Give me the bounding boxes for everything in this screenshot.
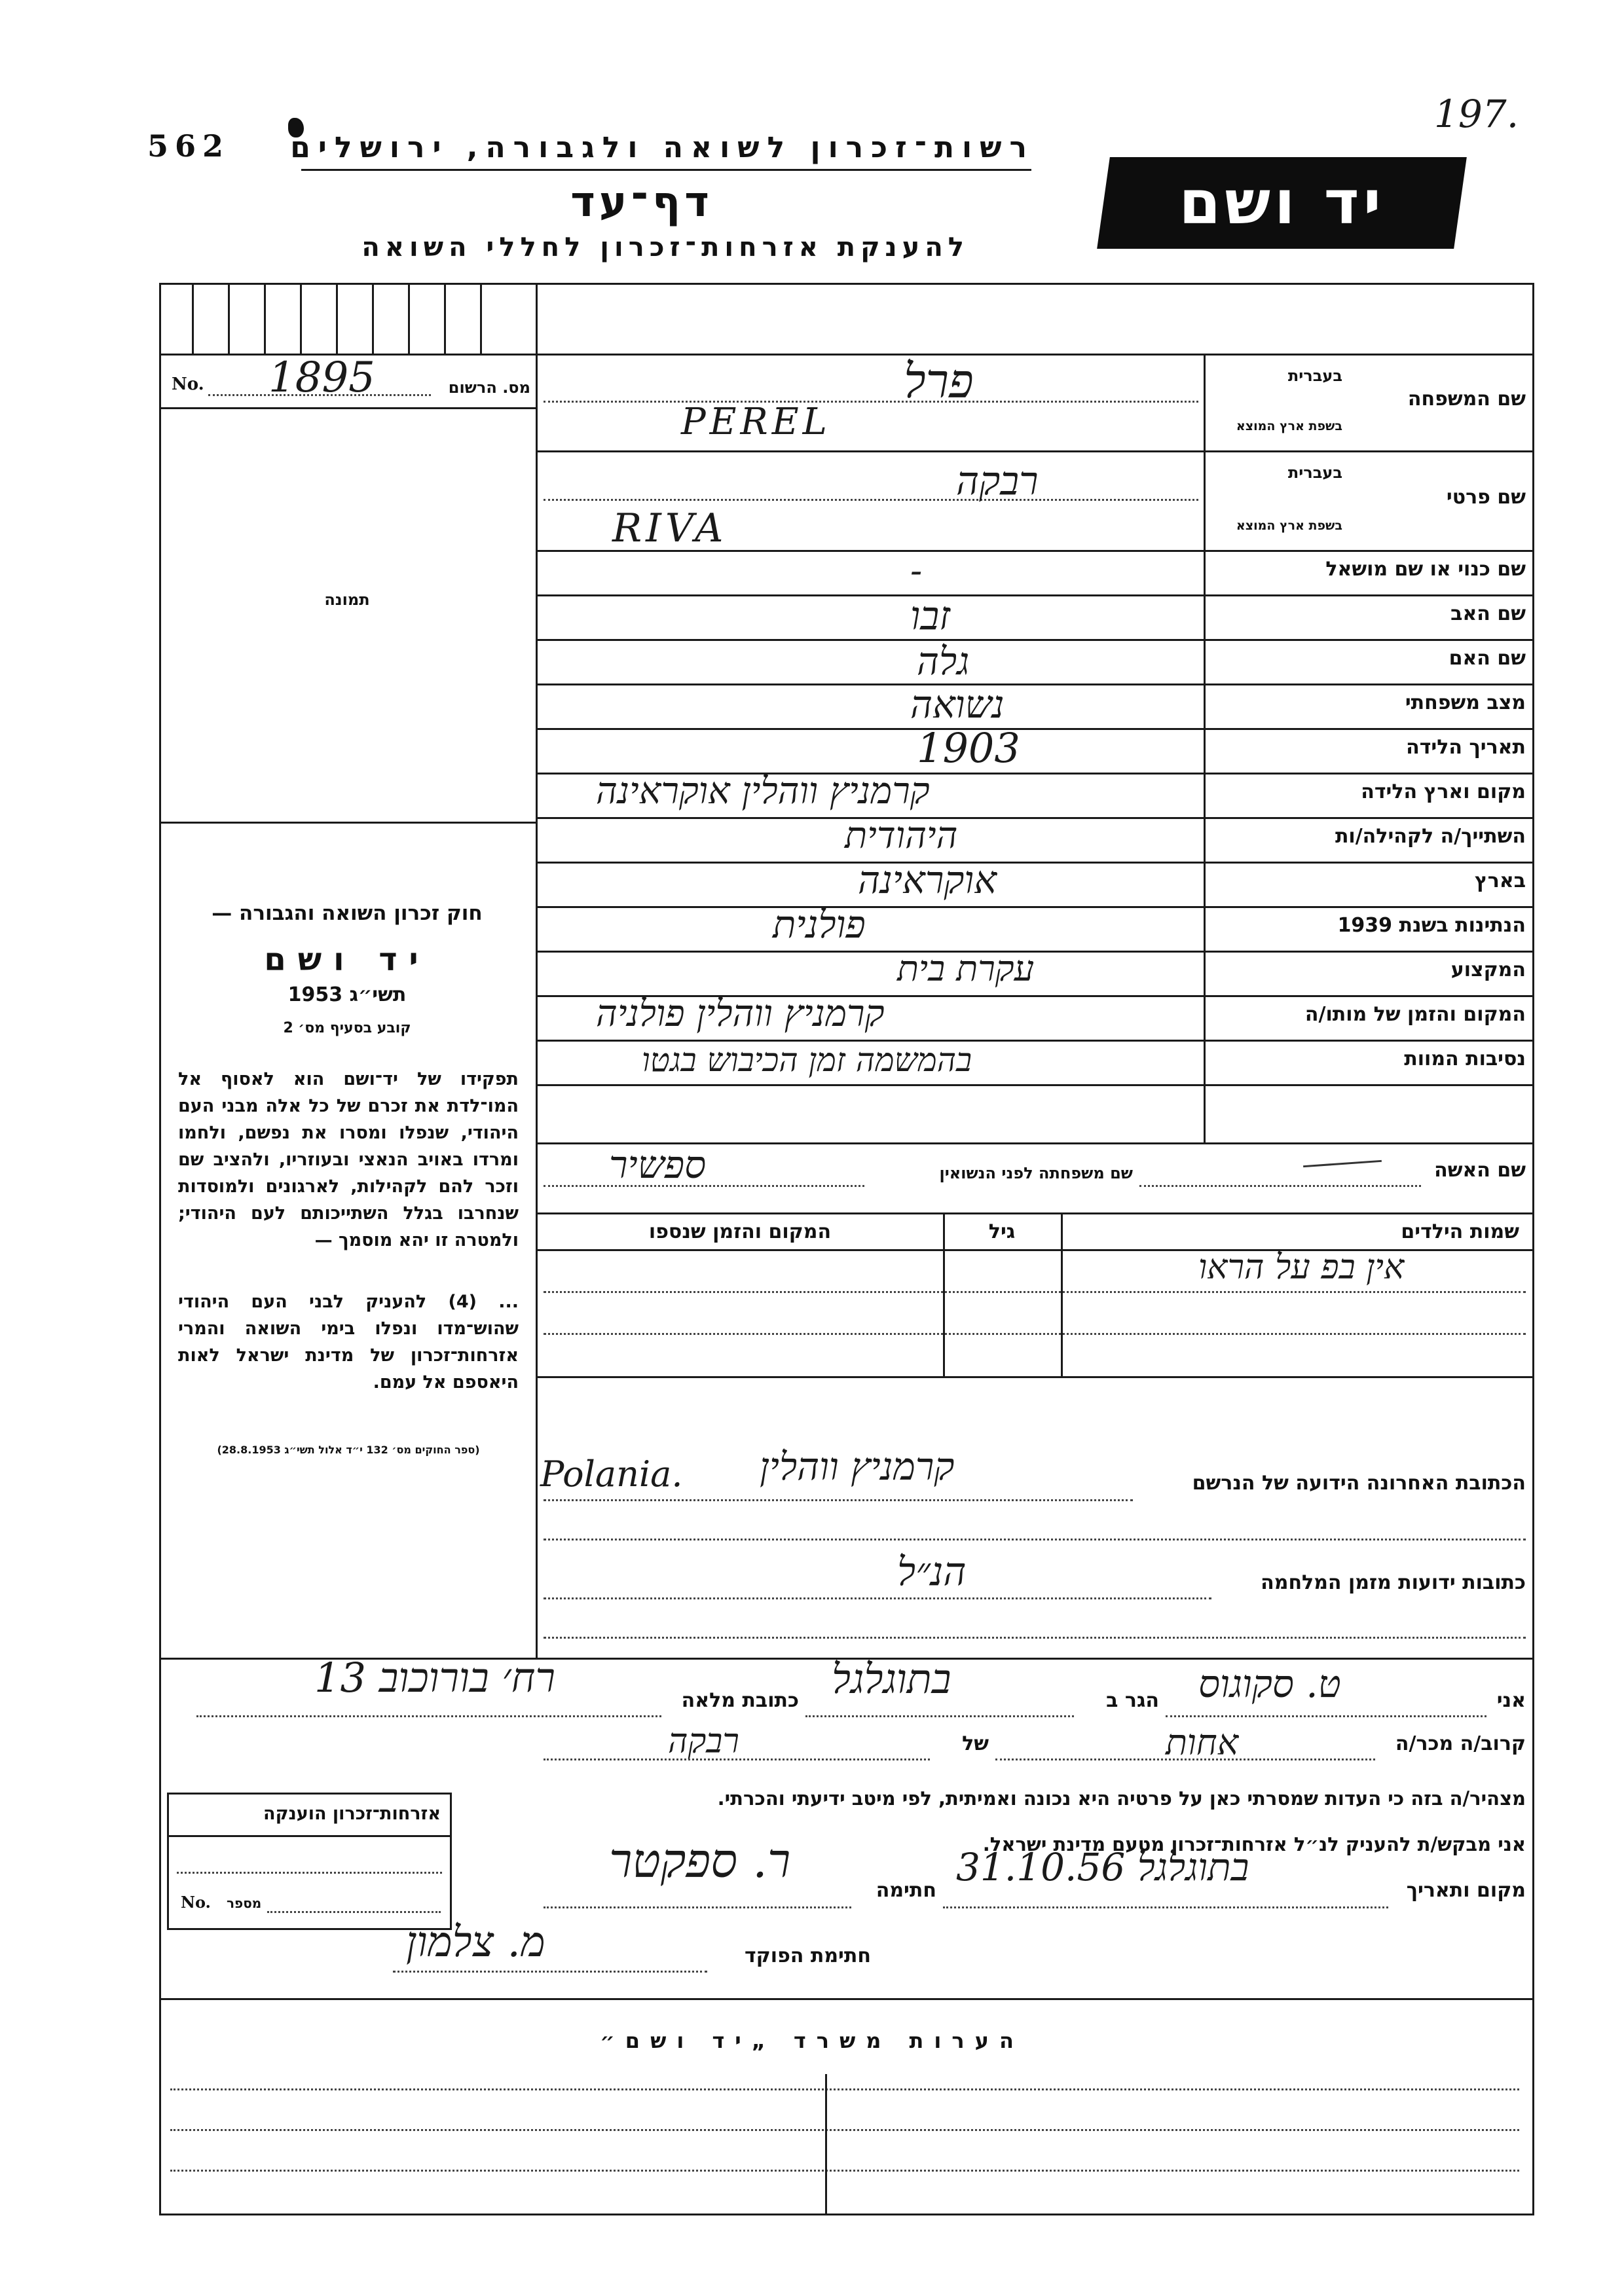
wartime-address-line-2	[544, 1637, 1526, 1639]
last-address-latin-value: Polania.	[540, 1453, 683, 1495]
spouse-dash-mark	[1303, 1160, 1382, 1167]
children-col-divider	[1061, 1212, 1063, 1376]
row-line	[536, 594, 1534, 596]
photo-label: תמונה	[324, 591, 370, 609]
full-address-line	[196, 1715, 661, 1717]
first-name-origin-value: RIVA	[612, 505, 728, 551]
family-name-label: שם המשפחה	[1407, 388, 1526, 410]
last-address-hebrew-value: קרמניץ ווהלין	[760, 1444, 955, 1489]
of-label: של	[962, 1732, 989, 1755]
id-box-divider	[408, 283, 410, 355]
father-name-label: שם האב	[1450, 602, 1526, 625]
grant-box-title-line	[169, 1835, 451, 1837]
place-date-line	[943, 1906, 1388, 1908]
children-header-place: המקום והזמן שנספו	[648, 1220, 832, 1243]
officer-signature-label: חתימת הפוקד	[745, 1944, 871, 1967]
place-date-value: בתוגלגל 31.10.56	[956, 1845, 1249, 1889]
logo-text: יד ושם	[1179, 168, 1385, 238]
id-box-divider	[228, 283, 230, 355]
profession-label: המקצוע	[1450, 958, 1526, 981]
row-line	[536, 817, 1534, 819]
death-place-value: קרמניץ ווהלין פולניה	[596, 993, 885, 1035]
family-name-origin-value: PEREL	[681, 401, 831, 443]
family-name-hebrew-label: בעברית	[1287, 367, 1342, 385]
grant-box-line	[177, 1872, 442, 1874]
relation-label: קרוב/ה מכר/ה	[1395, 1732, 1526, 1755]
id-box-divider	[372, 283, 374, 355]
first-name-hebrew-label: בעברית	[1287, 464, 1342, 482]
children-col-divider	[943, 1212, 945, 1376]
relation-value: אחות	[1166, 1722, 1239, 1763]
father-name-value: זבו	[910, 593, 950, 639]
grant-box-no-prefix: No.	[181, 1893, 211, 1912]
frame-left	[159, 283, 161, 2215]
form-number: 562	[147, 128, 231, 164]
id-box-divider	[480, 283, 482, 355]
country-value: אוקראינה	[858, 858, 997, 902]
birth-date-label: תאריך הלידה	[1406, 736, 1526, 759]
grant-box-title: אזרחות־זכרון הוענקה	[263, 1804, 441, 1824]
residing-label: הגר ב	[1106, 1689, 1159, 1712]
form-title: דף־עד	[570, 178, 713, 227]
family-name-sub-line	[544, 401, 1198, 403]
children-header-age: גיל	[988, 1220, 1016, 1243]
signature-label: חתימה	[876, 1879, 936, 1902]
row-line	[536, 1084, 1534, 1086]
mother-name-label: שם האם	[1449, 647, 1526, 670]
row-line	[536, 951, 1534, 953]
office-notes-divider	[825, 2074, 827, 2214]
office-notes-line	[170, 2170, 1519, 2172]
grant-box	[167, 1793, 452, 1930]
row-line	[536, 728, 1534, 730]
signature-value: ר. ספקטר	[609, 1833, 791, 1888]
law-name: יד ושם	[264, 941, 430, 978]
authority-line: רשות־זכרון לשואה ולגבורה, ירושלים	[290, 131, 1035, 164]
registration-label: מס. הרשום	[448, 378, 530, 397]
death-place-label: המקום והזמן של מותו/ה	[1304, 1003, 1526, 1026]
row-line	[536, 354, 1534, 355]
spouse-label: שם האשה	[1434, 1159, 1526, 1182]
wartime-address-value: הנ״ל	[897, 1549, 967, 1595]
place-date-label: מקום ותאריך	[1406, 1879, 1526, 1902]
wartime-address-line	[544, 1597, 1211, 1599]
id-box-divider	[264, 283, 266, 355]
wartime-address-label: כתובות ידועות מזמן המלחמה	[1261, 1571, 1526, 1594]
office-notes-line	[170, 2088, 1519, 2090]
death-circumstances-value: בהמשמה זמן הכיבוש בגטו	[642, 1041, 972, 1079]
id-box-divider	[336, 283, 338, 355]
first-name-label: שם פרטי	[1446, 486, 1526, 509]
page-number-top-right: 197.	[1434, 92, 1519, 136]
declaration-line-1: מצהיר/ה בזה כי העדות שמסרתי כאן על פרטיה היא נכונה ואמיתית, לפי מיטב ידיעתי והכרתי.	[717, 1787, 1526, 1810]
citizenship-label: הנתינות בשנת 1939	[1337, 914, 1526, 937]
form-subtitle: להענקת אזרחות־זכרון לחללי השואה	[361, 232, 969, 263]
citizenship-value: פולנית	[773, 902, 866, 947]
marital-status-label: מצב משפחתי	[1405, 691, 1526, 714]
nickname-label: שם כנוי או שם מושאל	[1325, 558, 1526, 581]
row-line	[536, 906, 1534, 908]
law-title: חוק זכרון השואה והגבורה —	[212, 902, 483, 925]
office-notes-line	[170, 2129, 1519, 2131]
law-year: תשי״ג 1953	[287, 983, 407, 1006]
children-row-line	[544, 1333, 1526, 1335]
row-line	[536, 683, 1534, 685]
country-label: בארץ	[1474, 869, 1526, 892]
first-name-origin-label: בשפת ארץ המוצא	[1236, 519, 1342, 533]
residing-line	[805, 1715, 1074, 1717]
family-name-origin-label: בשפת ארץ המוצא	[1236, 419, 1342, 433]
declarant-name-value: ט. סקוגוס	[1198, 1662, 1341, 1706]
spouse-line	[1139, 1185, 1421, 1187]
left-panel-divider	[536, 283, 538, 1658]
children-header-names: שמות הילדים	[1401, 1220, 1519, 1243]
marital-status-value: נשואה	[910, 682, 1005, 727]
id-box-divider	[300, 283, 302, 355]
grant-box-number-label: מספר	[227, 1895, 262, 1911]
officer-signature-line	[393, 1971, 707, 1973]
officer-signature-value: מ. צלמון	[406, 1918, 545, 1967]
declarant-name-line	[1166, 1715, 1486, 1717]
yad-vashem-logo	[1097, 157, 1467, 249]
residing-city-value: בתוגלגל	[832, 1655, 951, 1703]
grant-box-number-line	[267, 1911, 441, 1913]
law-paragraph-1: תפקידו של יד־ושם הוא לאסוף אל המו־לדת את זכרם של כל אלה מבני העם היהודי, שנפלו ומסרו את נפשם, ולחמו ומרדו באויב הנאצי ובעוזריו, ולהציב שם וזכר להם לקהילות, לארגונים ולמוסדות שנחרבו בגלל השתייכותם לעם היהודי; ולמטרה זו יהא מוסמך —	[178, 1069, 519, 1250]
full-address-value: רח׳ בורוכוב 13	[314, 1654, 555, 1702]
of-name-value: רבקה	[668, 1722, 739, 1761]
row-line	[536, 862, 1534, 864]
profession-value: עקרת בית	[897, 948, 1035, 989]
children-table-top	[536, 1212, 1534, 1214]
registration-no-prefix: No.	[172, 374, 204, 394]
community-label: השתייך/ה לקהילה/ות	[1335, 825, 1526, 848]
death-circumstances-label: נסיבות המוות	[1404, 1048, 1526, 1070]
children-row-line	[544, 1291, 1526, 1293]
frame-top	[159, 283, 1534, 285]
office-notes-title: הערות משרד „יד ושם״	[600, 2028, 1024, 2053]
photo-box-bottom	[159, 822, 538, 824]
nickname-value: -	[910, 550, 923, 591]
last-address-line-2	[544, 1539, 1526, 1540]
birth-place-value: קרמניץ ווהלין אוקראינה	[596, 770, 930, 812]
full-address-label: כתובת מלאה	[681, 1689, 799, 1712]
signature-line	[544, 1906, 851, 1908]
last-address-line	[544, 1499, 1133, 1501]
law-paragraph-2: ... (4) להעניק לבני העם היהודי שהוש־מדו ונפלו בימי השואה והמרי אזרחות־זכרון של מדינת ישראל לאות היאספם אל עמם.	[178, 1292, 519, 1393]
first-name-hebrew-value: רבקה	[956, 458, 1039, 504]
law-citation: (ספר החוקים מס׳ 132 י״ד אלול תשי״ג 28.8.1953)	[217, 1444, 480, 1456]
office-notes-top	[159, 1998, 1534, 2000]
children-value: אין בפ על הראו	[1198, 1248, 1405, 1287]
last-address-label: הכתובת האחרונה הידועה של הנרשם	[1192, 1472, 1526, 1495]
community-value: היהודית	[845, 814, 958, 857]
mother-name-value: גלה	[917, 639, 970, 683]
family-name-hebrew-value: פרל	[904, 354, 974, 409]
first-name-sub-line	[544, 499, 1198, 501]
photo-box-top	[159, 407, 538, 409]
label-column-divider	[1204, 354, 1206, 1142]
spouse-value: ספשיר	[609, 1142, 707, 1187]
law-section: קובע בסעיף מס׳ 2	[283, 1020, 411, 1036]
id-box-divider	[444, 283, 446, 355]
birth-date-value: 1903	[917, 724, 1020, 772]
row-line	[536, 450, 1534, 452]
declaration-line-2: אני מבקש/ת להעניק לנ״ל אזרחות־זכרון מטעם מדינת ישראל.	[982, 1833, 1526, 1855]
spouse-maiden-label: שם משפחתה לפני הנשואין	[939, 1164, 1133, 1182]
birth-place-label: מקום וארץ הלידה	[1361, 780, 1526, 803]
id-box-divider	[192, 283, 194, 355]
children-table-bottom	[536, 1376, 1534, 1378]
registration-number: 1895	[268, 354, 375, 402]
authority-underline	[301, 169, 1031, 171]
row-line	[536, 639, 1534, 641]
frame-bottom	[159, 2214, 1534, 2215]
declarant-i-label: אני	[1496, 1689, 1526, 1712]
